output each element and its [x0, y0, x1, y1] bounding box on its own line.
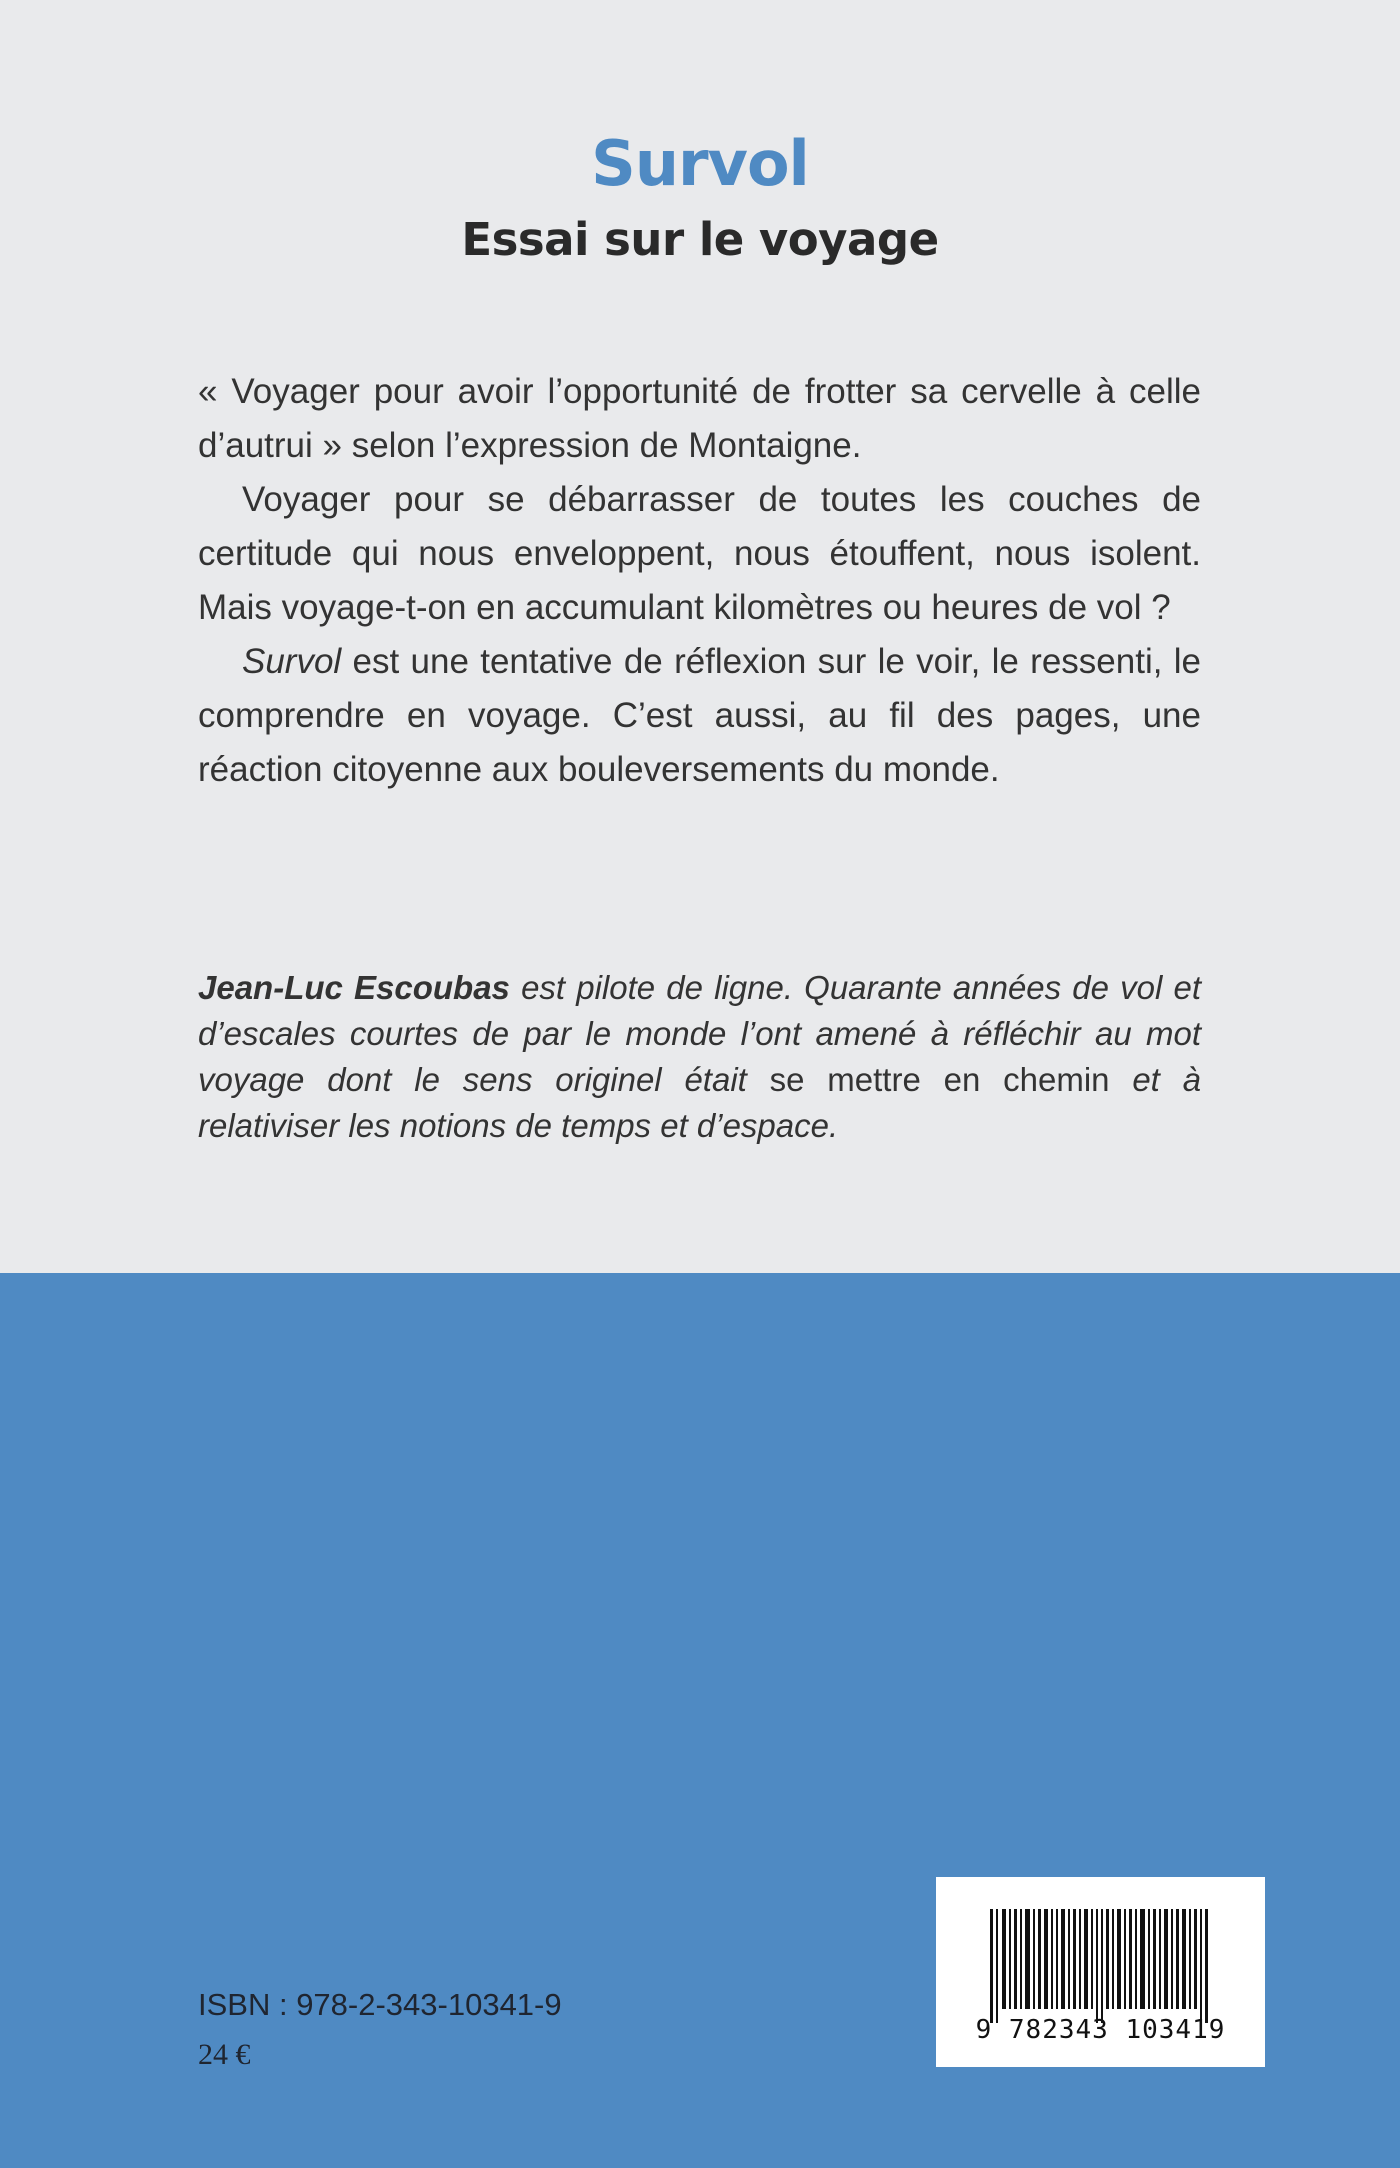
book-title: Survol: [591, 127, 809, 200]
blurb-paragraph-3-text: est une tentative de réflexion sur le voir, le ressenti, le comprendre en voyage. C’est aussi, au fil des pages, une réaction citoyenne aux bouleversements du monde.: [198, 642, 1201, 789]
author-name: Jean-Luc Escoubas: [198, 969, 510, 1006]
author-bio-text-1: est pilote de ligne. Quarante années de vol et d’escales courtes de par le monde l’ont amené à réfléchir au mot voyage dont le sens originel était: [198, 969, 1201, 1098]
author-bio: [198, 965, 1201, 1149]
isbn: ISBN : 978-2-343-10341-9: [198, 1987, 562, 2022]
book-subtitle: Essai sur le voyage: [461, 213, 939, 266]
barcode: [936, 1877, 1265, 2067]
blurb-paragraph-2: Voyager pour se débarrasser de toutes les couches de certitude qui nous enveloppent, nous étouffent, nous isolent. Mais voyage-t-on en accumulant kilomètres ou heures de vol ?: [198, 480, 1201, 627]
price: 24 €: [198, 2038, 251, 2071]
blurb-paragraph-3: [198, 635, 1201, 797]
blurb-title-reference: Survol: [242, 642, 342, 681]
blurb: [198, 365, 1201, 797]
author-bio-text-3: et à relativiser les notions de temps et d’espace.: [198, 1061, 1201, 1144]
barcode-digits: 9 782343 103419: [975, 2015, 1226, 2045]
author-bio-text-2: se mettre en chemin: [746, 1061, 1133, 1098]
blurb-paragraph-1: « Voyager pour avoir l’opportunité de frotter sa cervelle à celle d’autrui » selon l’expression de Montaigne.: [198, 372, 1201, 465]
